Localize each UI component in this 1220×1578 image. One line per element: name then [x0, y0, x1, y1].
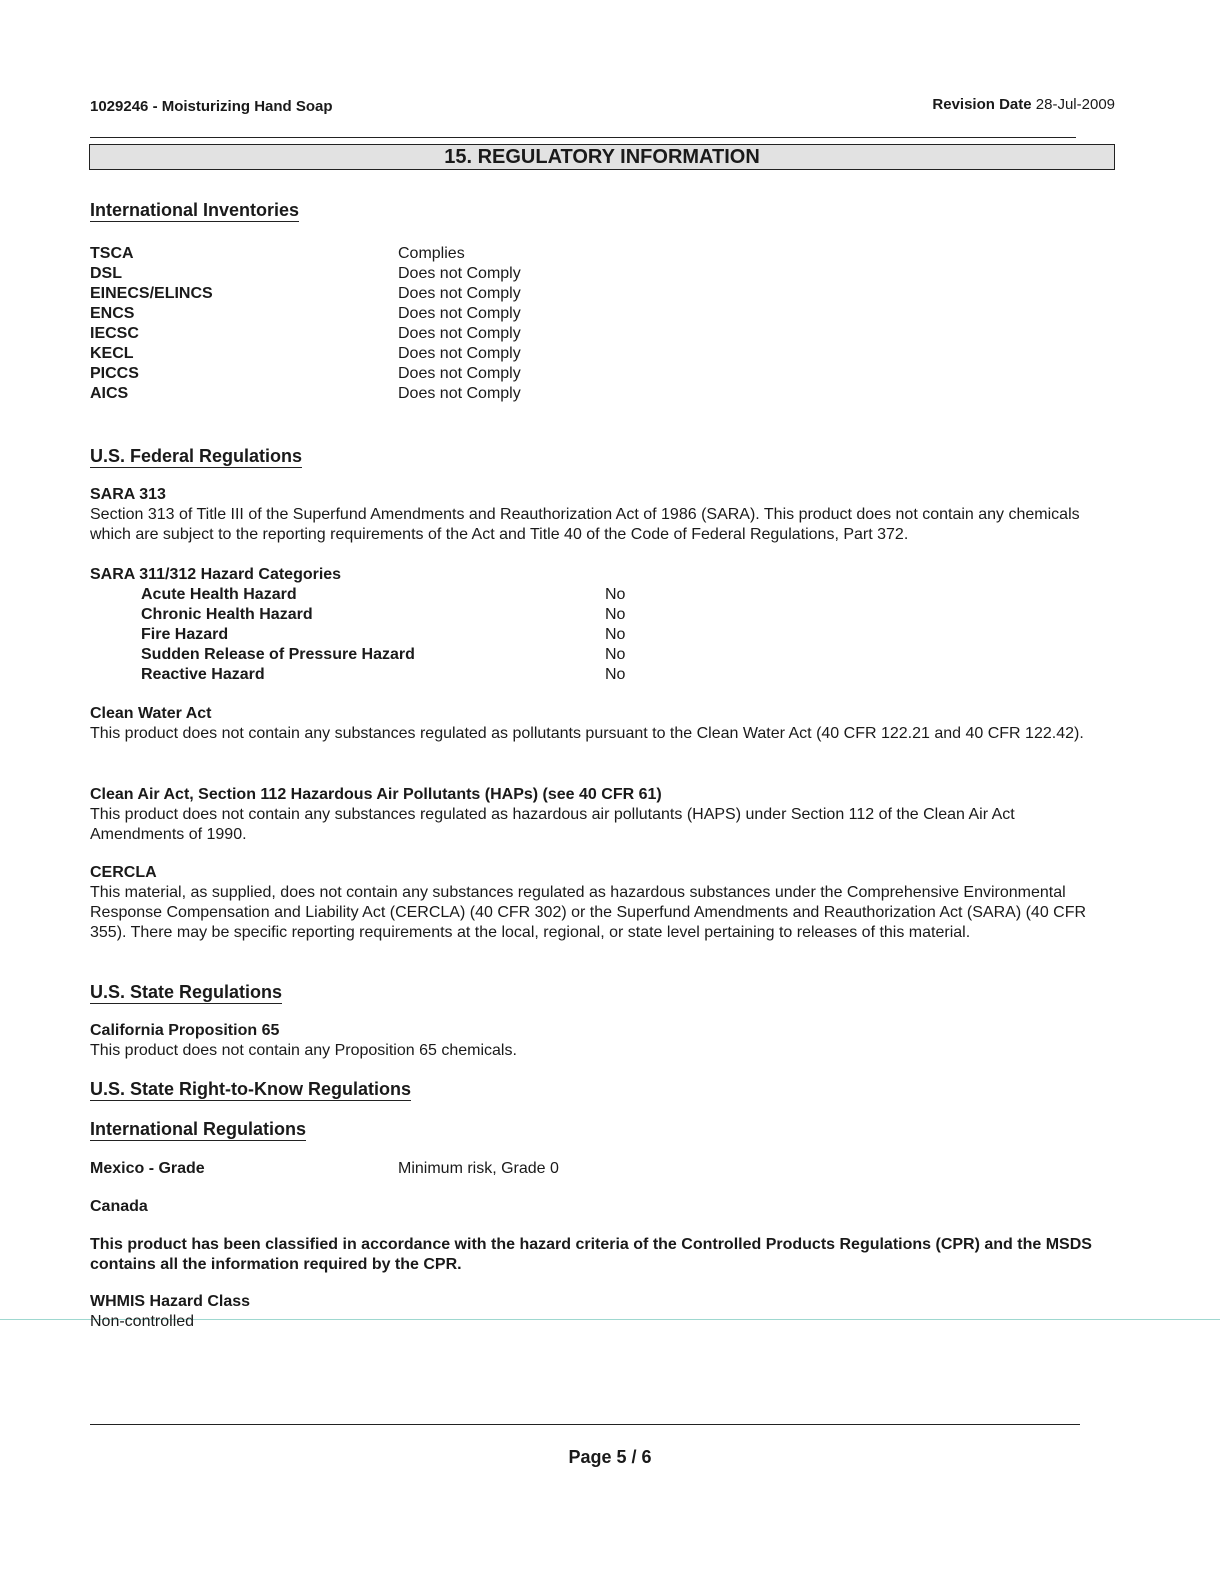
inventory-row	[90, 344, 790, 364]
hazard-row	[141, 665, 641, 685]
cpr-statement: This product has been classified in accordance with the hazard criteria of the Controlled Products Regulations (CPR) and the MSDS contains all the information required by the CPR.	[90, 1236, 1092, 1273]
hazard-value: No	[605, 646, 626, 663]
inventory-name: AICS	[90, 385, 129, 402]
inventory-status: Does not Comply	[398, 325, 521, 342]
caa-text: This product does not contain any substances regulated as hazardous air pollutants (HAPS) under Section 112 of the Clean Air Act Amendments of 1990.	[90, 806, 1015, 843]
inventory-name: KECL	[90, 345, 134, 362]
hazard-row	[141, 645, 641, 665]
inventory-name: PICCS	[90, 365, 139, 382]
inventory-name: DSL	[90, 265, 122, 282]
federal-heading: U.S. Federal Regulations	[90, 446, 303, 466]
hazard-row	[141, 625, 641, 645]
hazard-row	[141, 585, 641, 605]
inventory-status: Does not Comply	[398, 265, 521, 282]
hazard-value: No	[605, 666, 626, 683]
canada-label: Canada	[90, 1198, 148, 1215]
whmis-value: Non-controlled	[90, 1313, 195, 1330]
inventory-status: Does not Comply	[398, 285, 521, 302]
caa-label: Clean Air Act, Section 112 Hazardous Air Pollutants (HAPs) (see 40 CFR 61)	[90, 786, 662, 803]
international-regulations-heading: International Regulations	[90, 1119, 307, 1139]
hazard-value: No	[605, 626, 626, 643]
hazard-name: Fire Hazard	[141, 626, 229, 643]
inventory-row	[90, 264, 790, 284]
revision-label: Revision Date	[932, 96, 1032, 113]
inventory-status: Does not Comply	[398, 305, 521, 322]
right-to-know-heading: U.S. State Right-to-Know Regulations	[90, 1079, 411, 1099]
sara313-label: SARA 313	[90, 486, 166, 503]
whmis-label: WHMIS Hazard Class	[90, 1293, 251, 1310]
inventory-status: Does not Comply	[398, 365, 521, 382]
mexico-label: Mexico - Grade	[90, 1160, 205, 1177]
inventory-status: Does not Comply	[398, 385, 521, 402]
hazard-categories-label: SARA 311/312 Hazard Categories	[90, 566, 342, 583]
footer-rule	[90, 1424, 1080, 1425]
inventory-name: ENCS	[90, 305, 135, 322]
revision-date	[932, 96, 1115, 113]
hazard-value: No	[605, 586, 626, 603]
hazard-value: No	[605, 606, 626, 623]
revision-value: 28-Jul-2009	[1035, 96, 1115, 113]
inventory-row	[90, 284, 790, 304]
mexico-value: Minimum risk, Grade 0	[398, 1160, 559, 1177]
inventory-status: Does not Comply	[398, 345, 521, 362]
hazard-name: Reactive Hazard	[141, 666, 265, 683]
inventory-name: IECSC	[90, 325, 139, 342]
cwa-text: This product does not contain any substances regulated as pollutants pursuant to the Clean Water Act (40 CFR 122.21 and 40 CFR 122.42).	[90, 725, 1084, 742]
inventories-heading: International Inventories	[90, 200, 300, 220]
cercla-label: CERCLA	[90, 864, 157, 881]
state-heading: U.S. State Regulations	[90, 982, 283, 1002]
section-title: 15. REGULATORY INFORMATION	[89, 144, 1115, 170]
hazard-name: Acute Health Hazard	[141, 586, 297, 603]
sara313-text: Section 313 of Title III of the Superfund Amendments and Reauthorization Act of 1986 (SARA). This product does not contain any chemicals which are subject to the reporting requirements of the Act and Title 40 of the Code of Federal Regulations, Part 372.	[90, 506, 1080, 543]
hazard-name: Chronic Health Hazard	[141, 606, 313, 623]
inventory-row	[90, 324, 790, 344]
product-name: 1029246 - Moisturizing Hand Soap	[90, 98, 333, 115]
inventory-row	[90, 304, 790, 324]
prop65-text: This product does not contain any Proposition 65 chemicals.	[90, 1042, 517, 1059]
inventory-row	[90, 244, 790, 264]
hazard-name: Sudden Release of Pressure Hazard	[141, 646, 415, 663]
inventory-status: Complies	[398, 245, 465, 262]
prop65-label: California Proposition 65	[90, 1022, 280, 1039]
inventory-name: EINECS/ELINCS	[90, 285, 213, 302]
header-rule	[90, 137, 1076, 138]
inventory-row	[90, 384, 790, 404]
cwa-label: Clean Water Act	[90, 705, 212, 722]
inventory-row	[90, 364, 790, 384]
inventory-name: TSCA	[90, 245, 134, 262]
page-number: Page 5 / 6	[568, 1447, 652, 1467]
cercla-text: This material, as supplied, does not contain any substances regulated as hazardous substances under the Comprehensive Environmental Response Compensation and Liability Act (CERCLA) (40 CFR 302) or the Superfund Amendments and Reauthorization Act (SARA) (40 CFR 355). There may be specific reporting requirements at the local, regional, or state level pertaining to releases of this material.	[90, 884, 1087, 941]
hazard-row	[141, 605, 641, 625]
